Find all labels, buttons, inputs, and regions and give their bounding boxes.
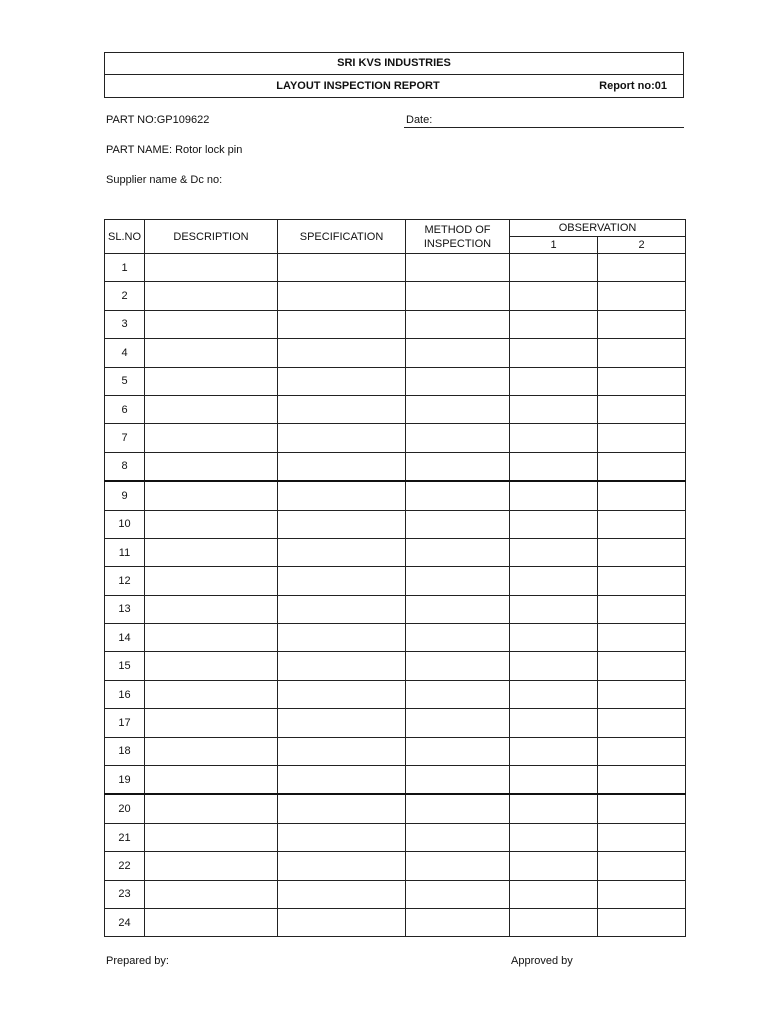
method-cell <box>406 624 510 652</box>
observation-2-cell <box>598 880 686 908</box>
specification-cell <box>278 595 406 623</box>
specification-cell <box>278 282 406 310</box>
specification-cell <box>278 395 406 423</box>
table-row <box>105 680 686 708</box>
observation-2-cell <box>598 510 686 538</box>
specification-cell <box>278 424 406 452</box>
observation-2-cell <box>598 823 686 851</box>
specification-cell <box>278 823 406 851</box>
description-cell <box>145 737 278 765</box>
observation-1-cell <box>510 538 598 566</box>
table-row <box>105 282 686 310</box>
method-cell <box>406 794 510 823</box>
observation-1-cell <box>510 794 598 823</box>
table-row <box>105 481 686 510</box>
description-cell <box>145 254 278 282</box>
method-cell <box>406 254 510 282</box>
description-cell <box>145 310 278 338</box>
method-cell <box>406 510 510 538</box>
table-row <box>105 567 686 595</box>
sl-no-cell: 17 <box>105 709 145 737</box>
method-cell <box>406 823 510 851</box>
table-row <box>105 852 686 880</box>
table-row <box>105 254 686 282</box>
observation-2-cell <box>598 538 686 566</box>
method-cell <box>406 595 510 623</box>
observation-2-cell <box>598 567 686 595</box>
observation-1-cell <box>510 254 598 282</box>
sl-no-cell: 2 <box>105 282 145 310</box>
method-cell <box>406 567 510 595</box>
observation-1-cell <box>510 452 598 481</box>
observation-2-cell <box>598 367 686 395</box>
observation-1-cell <box>510 766 598 795</box>
description-cell <box>145 794 278 823</box>
description-cell <box>145 339 278 367</box>
table-row <box>105 452 686 481</box>
observation-2-cell <box>598 282 686 310</box>
observation-1-cell <box>510 481 598 510</box>
date-underline <box>404 127 684 128</box>
observation-2-cell <box>598 624 686 652</box>
sl-no-cell: 12 <box>105 567 145 595</box>
table-row <box>105 709 686 737</box>
observation-2-cell <box>598 254 686 282</box>
observation-2-cell <box>598 395 686 423</box>
observation-1-cell <box>510 424 598 452</box>
method-cell <box>406 680 510 708</box>
method-cell <box>406 452 510 481</box>
sl-no-cell: 14 <box>105 624 145 652</box>
inspection-table <box>104 219 686 937</box>
table-row <box>105 339 686 367</box>
specification-cell <box>278 709 406 737</box>
description-cell <box>145 424 278 452</box>
specification-cell <box>278 310 406 338</box>
report-number: Report no:01 <box>599 80 667 92</box>
method-cell <box>406 367 510 395</box>
observation-2-cell <box>598 481 686 510</box>
observation-2-cell <box>598 766 686 795</box>
specification-cell <box>278 680 406 708</box>
method-cell <box>406 652 510 680</box>
specification-cell <box>278 538 406 566</box>
specification-cell <box>278 852 406 880</box>
sl-no-cell: 1 <box>105 254 145 282</box>
specification-cell <box>278 652 406 680</box>
sl-no-cell: 13 <box>105 595 145 623</box>
specification-cell <box>278 737 406 765</box>
table-row <box>105 880 686 908</box>
col-header-observation: OBSERVATION <box>510 220 686 237</box>
specification-cell <box>278 880 406 908</box>
description-cell <box>145 823 278 851</box>
col-header-obs-2: 2 <box>598 237 686 254</box>
description-cell <box>145 510 278 538</box>
description-cell <box>145 481 278 510</box>
table-row <box>105 595 686 623</box>
table-row <box>105 624 686 652</box>
sl-no-cell: 18 <box>105 737 145 765</box>
sl-no-cell: 6 <box>105 395 145 423</box>
method-cell <box>406 737 510 765</box>
observation-1-cell <box>510 908 598 936</box>
observation-1-cell <box>510 737 598 765</box>
sl-no-cell: 7 <box>105 424 145 452</box>
specification-cell <box>278 367 406 395</box>
sl-no-cell: 16 <box>105 680 145 708</box>
specification-cell <box>278 908 406 936</box>
observation-2-cell <box>598 709 686 737</box>
description-cell <box>145 680 278 708</box>
specification-cell <box>278 339 406 367</box>
observation-1-cell <box>510 567 598 595</box>
company-name: SRI KVS INDUSTRIES <box>105 53 683 75</box>
description-cell <box>145 624 278 652</box>
date-label: Date: <box>406 114 433 126</box>
method-cell <box>406 339 510 367</box>
observation-2-cell <box>598 452 686 481</box>
sl-no-cell: 10 <box>105 510 145 538</box>
sl-no-cell: 11 <box>105 538 145 566</box>
description-cell <box>145 367 278 395</box>
method-cell <box>406 538 510 566</box>
prepared-by: Prepared by: <box>106 955 169 967</box>
observation-2-cell <box>598 652 686 680</box>
table-row <box>105 510 686 538</box>
table-row <box>105 367 686 395</box>
report-header <box>104 52 684 98</box>
col-header-sl-no: SL.NO <box>105 220 145 254</box>
table-row <box>105 424 686 452</box>
sl-no-cell: 8 <box>105 452 145 481</box>
col-header-method: METHOD OF INSPECTION <box>406 220 510 254</box>
table-row <box>105 395 686 423</box>
observation-1-cell <box>510 880 598 908</box>
sl-no-cell: 15 <box>105 652 145 680</box>
observation-1-cell <box>510 510 598 538</box>
description-cell <box>145 567 278 595</box>
observation-2-cell <box>598 310 686 338</box>
method-cell <box>406 395 510 423</box>
part-number: PART NO:GP109622 <box>106 114 210 126</box>
method-cell <box>406 908 510 936</box>
table-row <box>105 652 686 680</box>
supplier-name: Supplier name & Dc no: <box>106 174 223 186</box>
method-cell <box>406 880 510 908</box>
method-cell <box>406 709 510 737</box>
observation-1-cell <box>510 310 598 338</box>
table-row <box>105 823 686 851</box>
sl-no-cell: 3 <box>105 310 145 338</box>
description-cell <box>145 452 278 481</box>
observation-1-cell <box>510 282 598 310</box>
description-cell <box>145 709 278 737</box>
description-cell <box>145 766 278 795</box>
description-cell <box>145 852 278 880</box>
col-header-specification: SPECIFICATION <box>278 220 406 254</box>
observation-2-cell <box>598 908 686 936</box>
sl-no-cell: 24 <box>105 908 145 936</box>
method-cell <box>406 852 510 880</box>
table-body <box>105 254 686 937</box>
specification-cell <box>278 794 406 823</box>
description-cell <box>145 538 278 566</box>
col-header-description: DESCRIPTION <box>145 220 278 254</box>
observation-1-cell <box>510 339 598 367</box>
observation-1-cell <box>510 624 598 652</box>
sl-no-cell: 22 <box>105 852 145 880</box>
sl-no-cell: 9 <box>105 481 145 510</box>
observation-2-cell <box>598 339 686 367</box>
method-cell <box>406 481 510 510</box>
specification-cell <box>278 567 406 595</box>
observation-1-cell <box>510 680 598 708</box>
method-cell <box>406 424 510 452</box>
description-cell <box>145 282 278 310</box>
observation-2-cell <box>598 852 686 880</box>
sl-no-cell: 20 <box>105 794 145 823</box>
sl-no-cell: 21 <box>105 823 145 851</box>
method-cell <box>406 766 510 795</box>
observation-1-cell <box>510 395 598 423</box>
description-cell <box>145 595 278 623</box>
sl-no-cell: 19 <box>105 766 145 795</box>
table-row <box>105 310 686 338</box>
report-title: LAYOUT INSPECTION REPORT <box>276 80 440 92</box>
method-cell <box>406 310 510 338</box>
specification-cell <box>278 452 406 481</box>
observation-1-cell <box>510 852 598 880</box>
sl-no-cell: 4 <box>105 339 145 367</box>
observation-1-cell <box>510 652 598 680</box>
table-row <box>105 538 686 566</box>
col-header-obs-1: 1 <box>510 237 598 254</box>
observation-2-cell <box>598 595 686 623</box>
specification-cell <box>278 510 406 538</box>
sl-no-cell: 5 <box>105 367 145 395</box>
observation-2-cell <box>598 424 686 452</box>
observation-2-cell <box>598 680 686 708</box>
observation-2-cell <box>598 737 686 765</box>
part-name: PART NAME: Rotor lock pin <box>106 144 243 156</box>
table-row <box>105 766 686 795</box>
observation-1-cell <box>510 823 598 851</box>
observation-2-cell <box>598 794 686 823</box>
description-cell <box>145 880 278 908</box>
specification-cell <box>278 481 406 510</box>
description-cell <box>145 652 278 680</box>
description-cell <box>145 908 278 936</box>
observation-1-cell <box>510 367 598 395</box>
specification-cell <box>278 766 406 795</box>
table-row <box>105 794 686 823</box>
sl-no-cell: 23 <box>105 880 145 908</box>
table-row <box>105 908 686 936</box>
observation-1-cell <box>510 709 598 737</box>
specification-cell <box>278 254 406 282</box>
method-cell <box>406 282 510 310</box>
table-row <box>105 737 686 765</box>
header-title-row <box>105 75 683 97</box>
description-cell <box>145 395 278 423</box>
observation-1-cell <box>510 595 598 623</box>
approved-by: Approved by <box>511 955 573 967</box>
specification-cell <box>278 624 406 652</box>
